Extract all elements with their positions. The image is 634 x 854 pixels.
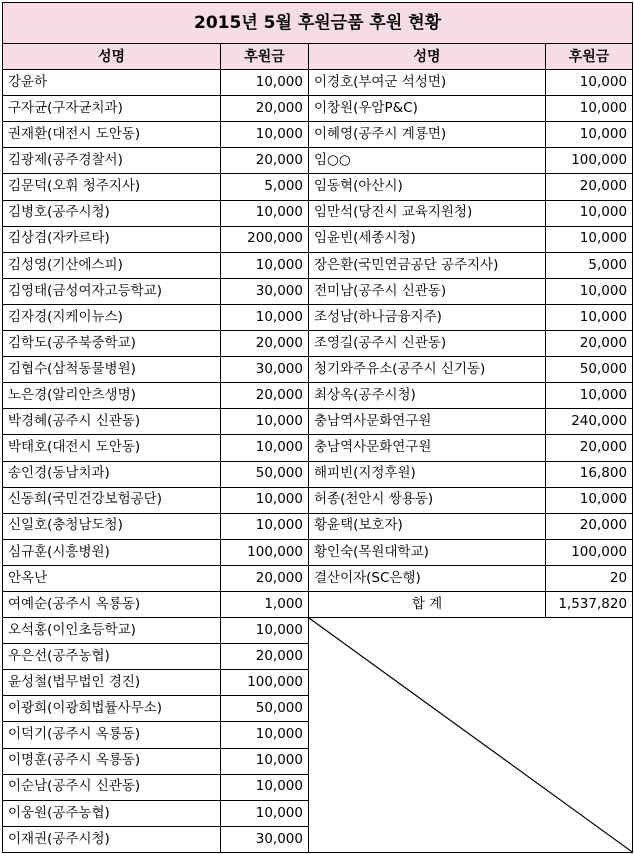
table-row <box>3 174 633 200</box>
donor-name: 이재권(공주시청) <box>3 826 221 852</box>
donation-amount: 10,000 <box>546 200 633 226</box>
donation-amount: 10,000 <box>221 748 309 774</box>
donation-amount: 10,000 <box>546 122 633 148</box>
table-row <box>3 122 633 148</box>
donor-name: 오석홍(이인초등학교) <box>3 618 221 644</box>
empty-crossed-area <box>309 618 633 853</box>
donation-table <box>2 2 633 853</box>
donor-name: 박경혜(공주시 신관동) <box>3 409 221 435</box>
header-amount-right: 후원금 <box>546 44 633 70</box>
header-row <box>3 44 633 70</box>
donor-name: 김학도(공주북중학교) <box>3 331 221 357</box>
donation-amount: 200,000 <box>221 226 309 252</box>
table-row <box>3 357 633 383</box>
donor-name: 김상겸(자카르타) <box>3 226 221 252</box>
donation-amount: 50,000 <box>221 696 309 722</box>
table-row <box>3 200 633 226</box>
donor-name: 조성남(하나금융지주) <box>309 304 546 330</box>
donation-amount: 10,000 <box>546 96 633 122</box>
donation-amount: 10,000 <box>221 200 309 226</box>
diagonal-line <box>309 618 632 852</box>
donation-amount: 10,000 <box>221 122 309 148</box>
donation-amount: 100,000 <box>221 539 309 565</box>
donor-name: 조영길(공주시 신관동) <box>309 331 546 357</box>
donation-amount: 10,000 <box>221 618 309 644</box>
donor-name: 이경호(부여군 석성면) <box>309 70 546 96</box>
donation-amount: 20,000 <box>221 148 309 174</box>
total-value: 1,537,820 <box>546 591 633 617</box>
donation-amount: 100,000 <box>546 539 633 565</box>
donor-name: 충남역사문화연구원 <box>309 409 546 435</box>
table-row <box>3 383 633 409</box>
donation-amount: 10,000 <box>221 435 309 461</box>
donor-name: 안옥난 <box>3 565 221 591</box>
donor-name: 결산이자(SC은행) <box>309 565 546 591</box>
donation-amount: 100,000 <box>221 670 309 696</box>
table-row <box>3 96 633 122</box>
donor-name: 김광제(공주경찰서) <box>3 148 221 174</box>
table-row <box>3 252 633 278</box>
donor-name: 우은선(공주농협) <box>3 644 221 670</box>
donor-name: 김협수(삼척동물병원) <box>3 357 221 383</box>
donor-name: 신일호(충청남도청) <box>3 513 221 539</box>
donor-name: 김병호(공주시청) <box>3 200 221 226</box>
table-row <box>3 304 633 330</box>
donation-amount: 10,000 <box>221 409 309 435</box>
donation-amount: 5,000 <box>546 252 633 278</box>
donor-name: 박태호(대전시 도안동) <box>3 435 221 461</box>
header-name-left: 성명 <box>3 44 221 70</box>
donation-amount: 30,000 <box>221 357 309 383</box>
donation-amount: 20,000 <box>546 331 633 357</box>
donation-amount: 5,000 <box>221 174 309 200</box>
table-row <box>3 591 633 617</box>
donation-amount: 20,000 <box>221 644 309 670</box>
diagonal-stroke <box>309 618 632 852</box>
donor-name: 전미남(공주시 신관동) <box>309 278 546 304</box>
header-name-right: 성명 <box>309 44 546 70</box>
donor-name: 송인경(동남치과) <box>3 461 221 487</box>
donor-name: 이명훈(공주시 옥룡동) <box>3 748 221 774</box>
donation-amount: 20,000 <box>221 96 309 122</box>
table-row <box>3 461 633 487</box>
donation-amount: 10,000 <box>221 774 309 800</box>
donation-amount: 20,000 <box>546 174 633 200</box>
donor-name: 이광희(이광희법률사무소) <box>3 696 221 722</box>
donation-amount: 20,000 <box>221 565 309 591</box>
donation-amount: 10,000 <box>546 278 633 304</box>
donor-name: 이덕기(공주시 옥룡동) <box>3 722 221 748</box>
donor-name: 노은경(알리안츠생명) <box>3 383 221 409</box>
donation-amount: 10,000 <box>546 304 633 330</box>
donation-amount: 240,000 <box>546 409 633 435</box>
table-row <box>3 409 633 435</box>
donation-amount: 10,000 <box>221 70 309 96</box>
table-row <box>3 331 633 357</box>
table-row <box>3 226 633 252</box>
donation-amount: 20 <box>546 565 633 591</box>
donor-name: 충남역사문화연구원 <box>309 435 546 461</box>
title-row <box>3 3 633 44</box>
donor-name: 이혜영(공주시 계룡면) <box>309 122 546 148</box>
donor-name: 청기와주유소(공주시 신기동) <box>309 357 546 383</box>
donation-amount: 10,000 <box>546 383 633 409</box>
table-row <box>3 487 633 513</box>
donor-name: 최상옥(공주시청) <box>309 383 546 409</box>
donor-name: 임만석(당진시 교육지원청) <box>309 200 546 226</box>
table-row <box>3 148 633 174</box>
table-row <box>3 278 633 304</box>
donor-name: 해피빈(지정후원) <box>309 461 546 487</box>
table-row <box>3 70 633 96</box>
donation-amount: 10,000 <box>221 513 309 539</box>
donor-name: 강윤하 <box>3 70 221 96</box>
donation-amount: 16,800 <box>546 461 633 487</box>
donor-name: 황윤택(보호자) <box>309 513 546 539</box>
donor-name: 여예순(공주시 옥룡동) <box>3 591 221 617</box>
table-row <box>3 618 633 644</box>
donor-name: 신동희(국민건강보험공단) <box>3 487 221 513</box>
donation-amount: 20,000 <box>221 383 309 409</box>
table-row <box>3 435 633 461</box>
donation-amount: 10,000 <box>221 304 309 330</box>
table-row <box>3 539 633 565</box>
donor-name: 김문덕(오휘 청주지사) <box>3 174 221 200</box>
donation-amount: 20,000 <box>221 331 309 357</box>
donation-amount: 50,000 <box>546 357 633 383</box>
donor-name: 임○○ <box>309 148 546 174</box>
donation-amount: 10,000 <box>546 70 633 96</box>
donation-amount: 10,000 <box>221 800 309 826</box>
donation-amount: 50,000 <box>221 461 309 487</box>
donation-amount: 10,000 <box>221 252 309 278</box>
donation-amount: 100,000 <box>546 148 633 174</box>
donor-name: 임동혁(아산시) <box>309 174 546 200</box>
donation-amount: 30,000 <box>221 826 309 852</box>
donor-name: 윤성철(법무법인 경진) <box>3 670 221 696</box>
donor-name: 김영태(금성여자고등학교) <box>3 278 221 304</box>
total-label: 합 계 <box>309 591 546 617</box>
donation-amount: 1,000 <box>221 591 309 617</box>
donor-name: 구자균(구자균치과) <box>3 96 221 122</box>
donor-name: 김성영(기산에스피) <box>3 252 221 278</box>
donor-name: 임윤빈(세종시청) <box>309 226 546 252</box>
donor-name: 김자경(지케이뉴스) <box>3 304 221 330</box>
donor-name: 이순남(공주시 신관동) <box>3 774 221 800</box>
donor-name: 황인숙(목원대학교) <box>309 539 546 565</box>
donor-name: 장은환(국민연금공단 공주지사) <box>309 252 546 278</box>
donor-name: 권재환(대전시 도안동) <box>3 122 221 148</box>
donor-name: 허종(천안시 쌍용동) <box>309 487 546 513</box>
donation-amount: 20,000 <box>546 513 633 539</box>
donation-amount: 30,000 <box>221 278 309 304</box>
donor-name: 이웅원(공주농협) <box>3 800 221 826</box>
donation-amount: 20,000 <box>546 435 633 461</box>
donation-amount: 10,000 <box>221 487 309 513</box>
donation-amount: 10,000 <box>546 487 633 513</box>
header-amount-left: 후원금 <box>221 44 309 70</box>
donor-name: 이창원(우암P&C) <box>309 96 546 122</box>
donor-name: 심규훈(시흥병원) <box>3 539 221 565</box>
table-body <box>3 3 633 853</box>
donation-amount: 10,000 <box>546 226 633 252</box>
donation-amount: 10,000 <box>221 722 309 748</box>
table-row <box>3 565 633 591</box>
table-row <box>3 513 633 539</box>
table-title: 2015년 5월 후원금품 후원 현황 <box>3 3 633 44</box>
